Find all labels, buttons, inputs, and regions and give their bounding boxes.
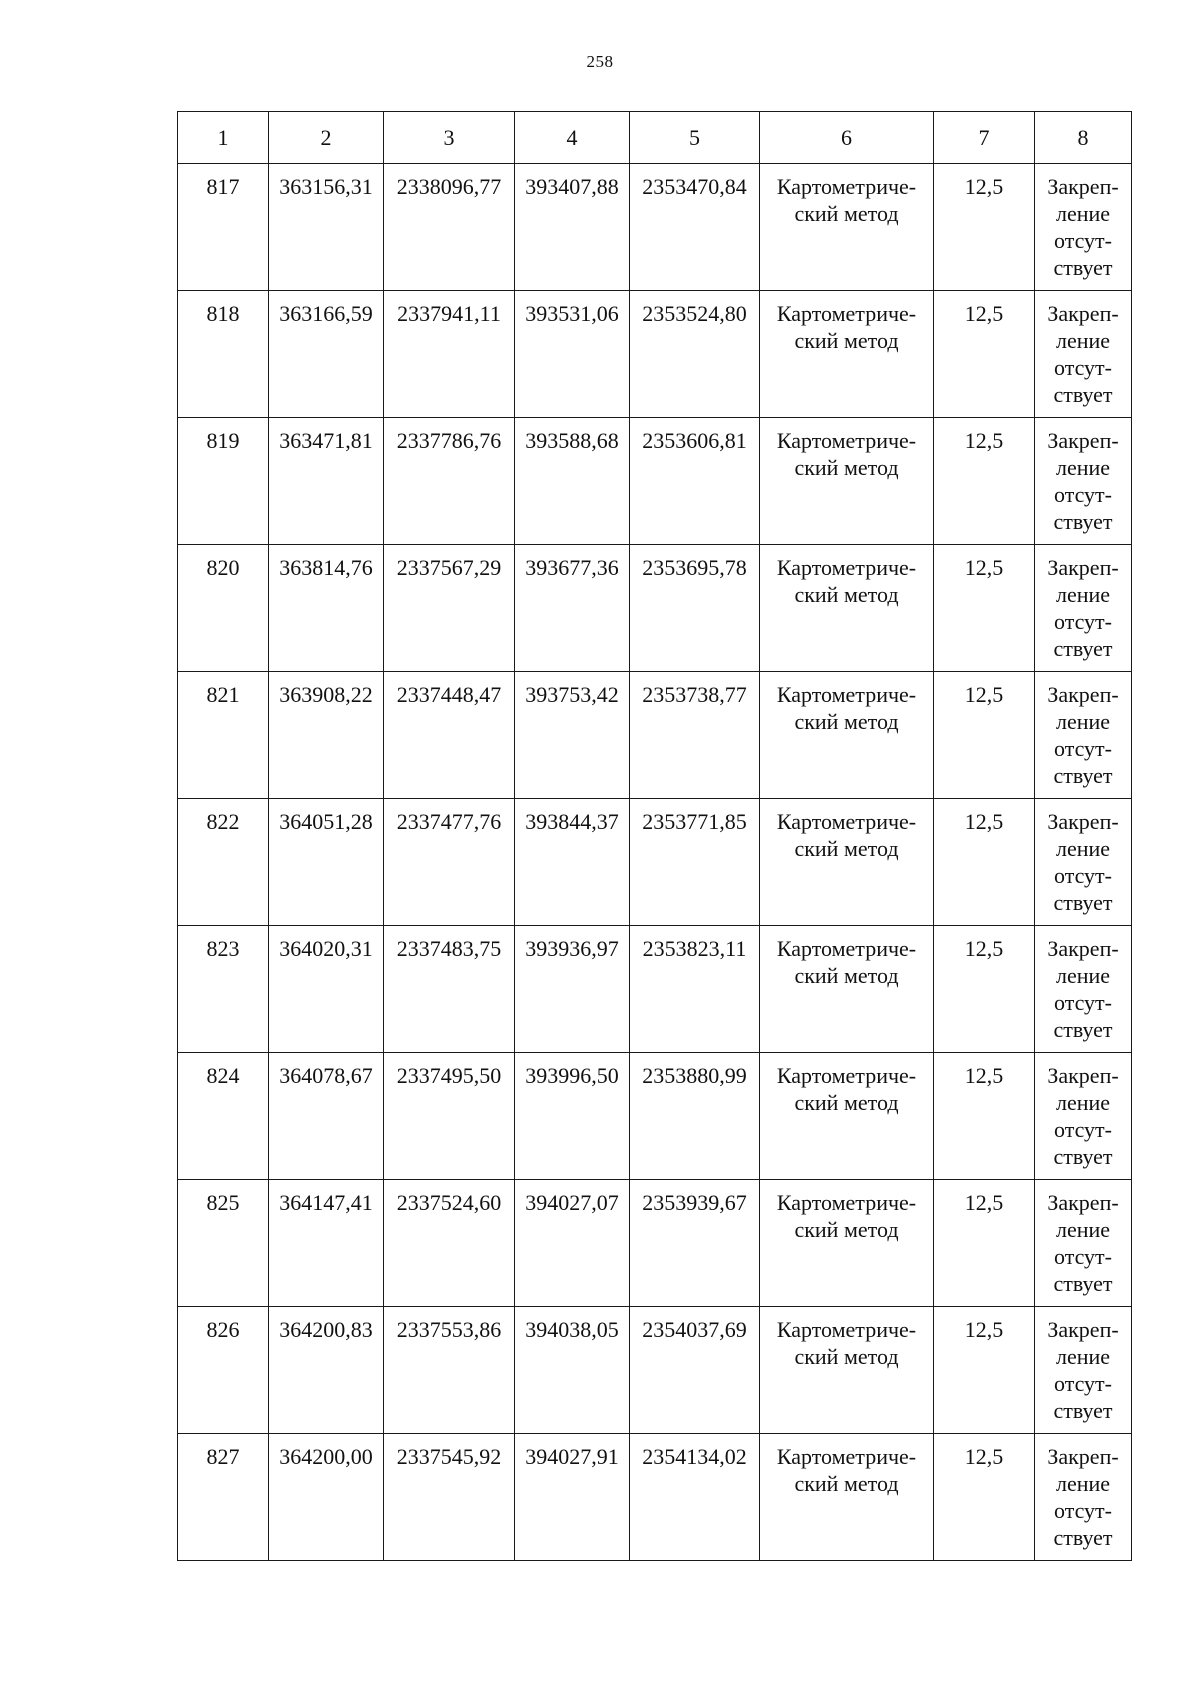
fixation-text-line: отсут- xyxy=(1053,1498,1112,1523)
coordinate-cell: 2337524,60 xyxy=(384,1180,515,1307)
table-body xyxy=(178,164,1132,1561)
coordinate-cell: 2354134,02 xyxy=(630,1434,760,1561)
column-header: 3 xyxy=(384,112,515,164)
fixation-text-line: Закреп- xyxy=(1047,1317,1119,1342)
fixation-text-line: отсут- xyxy=(1053,1244,1112,1269)
table-row xyxy=(178,545,1132,672)
fixation-cell xyxy=(1035,799,1132,926)
method-text-line: ский метод xyxy=(794,582,899,607)
column-header: 8 xyxy=(1035,112,1132,164)
accuracy-cell: 12,5 xyxy=(934,291,1035,418)
method-text-line: ский метод xyxy=(794,836,899,861)
method-cell xyxy=(760,672,934,799)
method-text-line: Картометриче- xyxy=(776,1317,917,1342)
accuracy-cell: 12,5 xyxy=(934,926,1035,1053)
table-row xyxy=(178,799,1132,926)
fixation-text-line: ление xyxy=(1055,1471,1111,1496)
coordinate-cell: 393936,97 xyxy=(515,926,630,1053)
coordinate-cell: 363156,31 xyxy=(269,164,384,291)
coordinate-cell: 2337786,76 xyxy=(384,418,515,545)
coordinate-cell: 2353823,11 xyxy=(630,926,760,1053)
method-cell xyxy=(760,1053,934,1180)
fixation-text-line: Закреп- xyxy=(1047,1190,1119,1215)
coordinate-cell: 393588,68 xyxy=(515,418,630,545)
table-row xyxy=(178,1307,1132,1434)
coordinate-cell: 2337448,47 xyxy=(384,672,515,799)
method-cell xyxy=(760,799,934,926)
coordinate-cell: 363166,59 xyxy=(269,291,384,418)
point-number-cell: 821 xyxy=(178,672,269,799)
method-text-line: ский метод xyxy=(794,1090,899,1115)
accuracy-cell: 12,5 xyxy=(934,1180,1035,1307)
table-row xyxy=(178,1434,1132,1561)
fixation-text-line: ствует xyxy=(1053,890,1113,915)
coordinate-cell: 364200,00 xyxy=(269,1434,384,1561)
method-text-line: ский метод xyxy=(794,455,899,480)
coordinate-cell: 2353939,67 xyxy=(630,1180,760,1307)
table-row xyxy=(178,926,1132,1053)
column-header: 4 xyxy=(515,112,630,164)
fixation-cell xyxy=(1035,1180,1132,1307)
coordinate-cell: 2338096,77 xyxy=(384,164,515,291)
fixation-text-line: отсут- xyxy=(1053,863,1112,888)
coordinate-cell: 364051,28 xyxy=(269,799,384,926)
coordinate-cell: 393531,06 xyxy=(515,291,630,418)
fixation-text-line: отсут- xyxy=(1053,990,1112,1015)
method-text-line: Картометриче- xyxy=(776,555,917,580)
method-cell xyxy=(760,1434,934,1561)
fixation-text-line: Закреп- xyxy=(1047,301,1119,326)
fixation-text-line: отсут- xyxy=(1053,736,1112,761)
fixation-text-line: ление xyxy=(1055,328,1111,353)
fixation-text-line: ствует xyxy=(1053,1398,1113,1423)
table-row xyxy=(178,1180,1132,1307)
fixation-text-line: ление xyxy=(1055,455,1111,480)
table-row xyxy=(178,418,1132,545)
method-text-line: ский метод xyxy=(794,328,899,353)
method-text-line: Картометриче- xyxy=(776,1190,917,1215)
coordinates-table xyxy=(177,111,1132,1561)
fixation-cell xyxy=(1035,1434,1132,1561)
point-number-cell: 826 xyxy=(178,1307,269,1434)
method-text-line: ский метод xyxy=(794,1344,899,1369)
accuracy-cell: 12,5 xyxy=(934,1307,1035,1434)
fixation-text-line: ление xyxy=(1055,963,1111,988)
point-number-cell: 819 xyxy=(178,418,269,545)
fixation-text-line: отсут- xyxy=(1053,1371,1112,1396)
fixation-text-line: ление xyxy=(1055,1090,1111,1115)
coordinate-cell: 393996,50 xyxy=(515,1053,630,1180)
fixation-text-line: ствует xyxy=(1053,509,1113,534)
coordinate-cell: 2353695,78 xyxy=(630,545,760,672)
method-text-line: ский метод xyxy=(794,1471,899,1496)
coordinate-cell: 364078,67 xyxy=(269,1053,384,1180)
fixation-text-line: Закреп- xyxy=(1047,682,1119,707)
fixation-text-line: ление xyxy=(1055,1344,1111,1369)
method-text-line: Картометриче- xyxy=(776,301,917,326)
method-text-line: ский метод xyxy=(794,1217,899,1242)
fixation-cell xyxy=(1035,926,1132,1053)
point-number-cell: 817 xyxy=(178,164,269,291)
fixation-cell xyxy=(1035,291,1132,418)
coordinate-cell: 2353606,81 xyxy=(630,418,760,545)
fixation-text-line: ление xyxy=(1055,582,1111,607)
coordinate-cell: 2353738,77 xyxy=(630,672,760,799)
method-text-line: Картометриче- xyxy=(776,174,917,199)
column-header: 5 xyxy=(630,112,760,164)
method-text-line: ский метод xyxy=(794,201,899,226)
coordinate-cell: 394027,07 xyxy=(515,1180,630,1307)
method-text-line: ский метод xyxy=(794,709,899,734)
accuracy-cell: 12,5 xyxy=(934,164,1035,291)
fixation-text-line: ствует xyxy=(1053,1525,1113,1550)
fixation-text-line: ствует xyxy=(1053,763,1113,788)
point-number-cell: 827 xyxy=(178,1434,269,1561)
point-number-cell: 818 xyxy=(178,291,269,418)
coordinate-cell: 2337567,29 xyxy=(384,545,515,672)
fixation-text-line: отсут- xyxy=(1053,1117,1112,1142)
fixation-text-line: Закреп- xyxy=(1047,555,1119,580)
method-cell xyxy=(760,164,934,291)
method-text-line: Картометриче- xyxy=(776,1063,917,1088)
coordinate-cell: 394027,91 xyxy=(515,1434,630,1561)
method-text-line: Картометриче- xyxy=(776,428,917,453)
fixation-text-line: Закреп- xyxy=(1047,428,1119,453)
point-number-cell: 822 xyxy=(178,799,269,926)
coordinate-cell: 2337545,92 xyxy=(384,1434,515,1561)
method-cell xyxy=(760,1307,934,1434)
coordinate-cell: 363814,76 xyxy=(269,545,384,672)
fixation-text-line: отсут- xyxy=(1053,228,1112,253)
accuracy-cell: 12,5 xyxy=(934,799,1035,926)
coordinate-cell: 363908,22 xyxy=(269,672,384,799)
accuracy-cell: 12,5 xyxy=(934,545,1035,672)
fixation-cell xyxy=(1035,545,1132,672)
coordinate-cell: 2353524,80 xyxy=(630,291,760,418)
coordinate-cell: 393407,88 xyxy=(515,164,630,291)
coordinate-cell: 393677,36 xyxy=(515,545,630,672)
fixation-text-line: отсут- xyxy=(1053,609,1112,634)
fixation-text-line: ление xyxy=(1055,201,1111,226)
fixation-text-line: Закреп- xyxy=(1047,936,1119,961)
table-row xyxy=(178,291,1132,418)
coordinate-cell: 2337495,50 xyxy=(384,1053,515,1180)
fixation-text-line: ление xyxy=(1055,1217,1111,1242)
method-text-line: Картометриче- xyxy=(776,936,917,961)
column-header: 1 xyxy=(178,112,269,164)
coordinate-cell: 363471,81 xyxy=(269,418,384,545)
point-number-cell: 825 xyxy=(178,1180,269,1307)
method-cell xyxy=(760,1180,934,1307)
coordinate-cell: 2353470,84 xyxy=(630,164,760,291)
coordinate-cell: 364020,31 xyxy=(269,926,384,1053)
fixation-cell xyxy=(1035,1053,1132,1180)
fixation-text-line: Закреп- xyxy=(1047,1444,1119,1469)
fixation-text-line: ствует xyxy=(1053,636,1113,661)
fixation-text-line: ствует xyxy=(1053,1144,1113,1169)
fixation-text-line: ление xyxy=(1055,709,1111,734)
fixation-text-line: отсут- xyxy=(1053,355,1112,380)
method-cell xyxy=(760,926,934,1053)
method-text-line: Картометриче- xyxy=(776,682,917,707)
table-row xyxy=(178,164,1132,291)
method-text-line: Картометриче- xyxy=(776,809,917,834)
coordinate-cell: 2337477,76 xyxy=(384,799,515,926)
fixation-text-line: ствует xyxy=(1053,255,1113,280)
fixation-text-line: ствует xyxy=(1053,1271,1113,1296)
coordinate-cell: 393844,37 xyxy=(515,799,630,926)
method-cell xyxy=(760,291,934,418)
page-number: 258 xyxy=(586,52,614,71)
method-text-line: Картометриче- xyxy=(776,1444,917,1469)
table-row xyxy=(178,1053,1132,1180)
coordinate-cell: 394038,05 xyxy=(515,1307,630,1434)
table-row xyxy=(178,672,1132,799)
accuracy-cell: 12,5 xyxy=(934,418,1035,545)
point-number-cell: 824 xyxy=(178,1053,269,1180)
accuracy-cell: 12,5 xyxy=(934,1053,1035,1180)
coordinate-cell: 364147,41 xyxy=(269,1180,384,1307)
method-cell xyxy=(760,418,934,545)
table-header-row xyxy=(178,112,1132,164)
point-number-cell: 823 xyxy=(178,926,269,1053)
accuracy-cell: 12,5 xyxy=(934,672,1035,799)
coordinate-cell: 2337553,86 xyxy=(384,1307,515,1434)
column-header: 6 xyxy=(760,112,934,164)
fixation-text-line: ление xyxy=(1055,836,1111,861)
fixation-cell xyxy=(1035,672,1132,799)
coordinate-cell: 2337483,75 xyxy=(384,926,515,1053)
coordinate-cell: 2353880,99 xyxy=(630,1053,760,1180)
fixation-cell xyxy=(1035,418,1132,545)
coordinate-cell: 2337941,11 xyxy=(384,291,515,418)
column-header: 2 xyxy=(269,112,384,164)
accuracy-cell: 12,5 xyxy=(934,1434,1035,1561)
fixation-text-line: Закреп- xyxy=(1047,174,1119,199)
fixation-cell xyxy=(1035,164,1132,291)
fixation-text-line: Закреп- xyxy=(1047,809,1119,834)
fixation-text-line: ствует xyxy=(1053,1017,1113,1042)
coordinate-cell: 393753,42 xyxy=(515,672,630,799)
point-number-cell: 820 xyxy=(178,545,269,672)
fixation-cell xyxy=(1035,1307,1132,1434)
coordinate-cell: 2354037,69 xyxy=(630,1307,760,1434)
fixation-text-line: ствует xyxy=(1053,382,1113,407)
coordinate-cell: 2353771,85 xyxy=(630,799,760,926)
fixation-text-line: отсут- xyxy=(1053,482,1112,507)
method-text-line: ский метод xyxy=(794,963,899,988)
column-header: 7 xyxy=(934,112,1035,164)
coordinate-cell: 364200,83 xyxy=(269,1307,384,1434)
method-cell xyxy=(760,545,934,672)
fixation-text-line: Закреп- xyxy=(1047,1063,1119,1088)
